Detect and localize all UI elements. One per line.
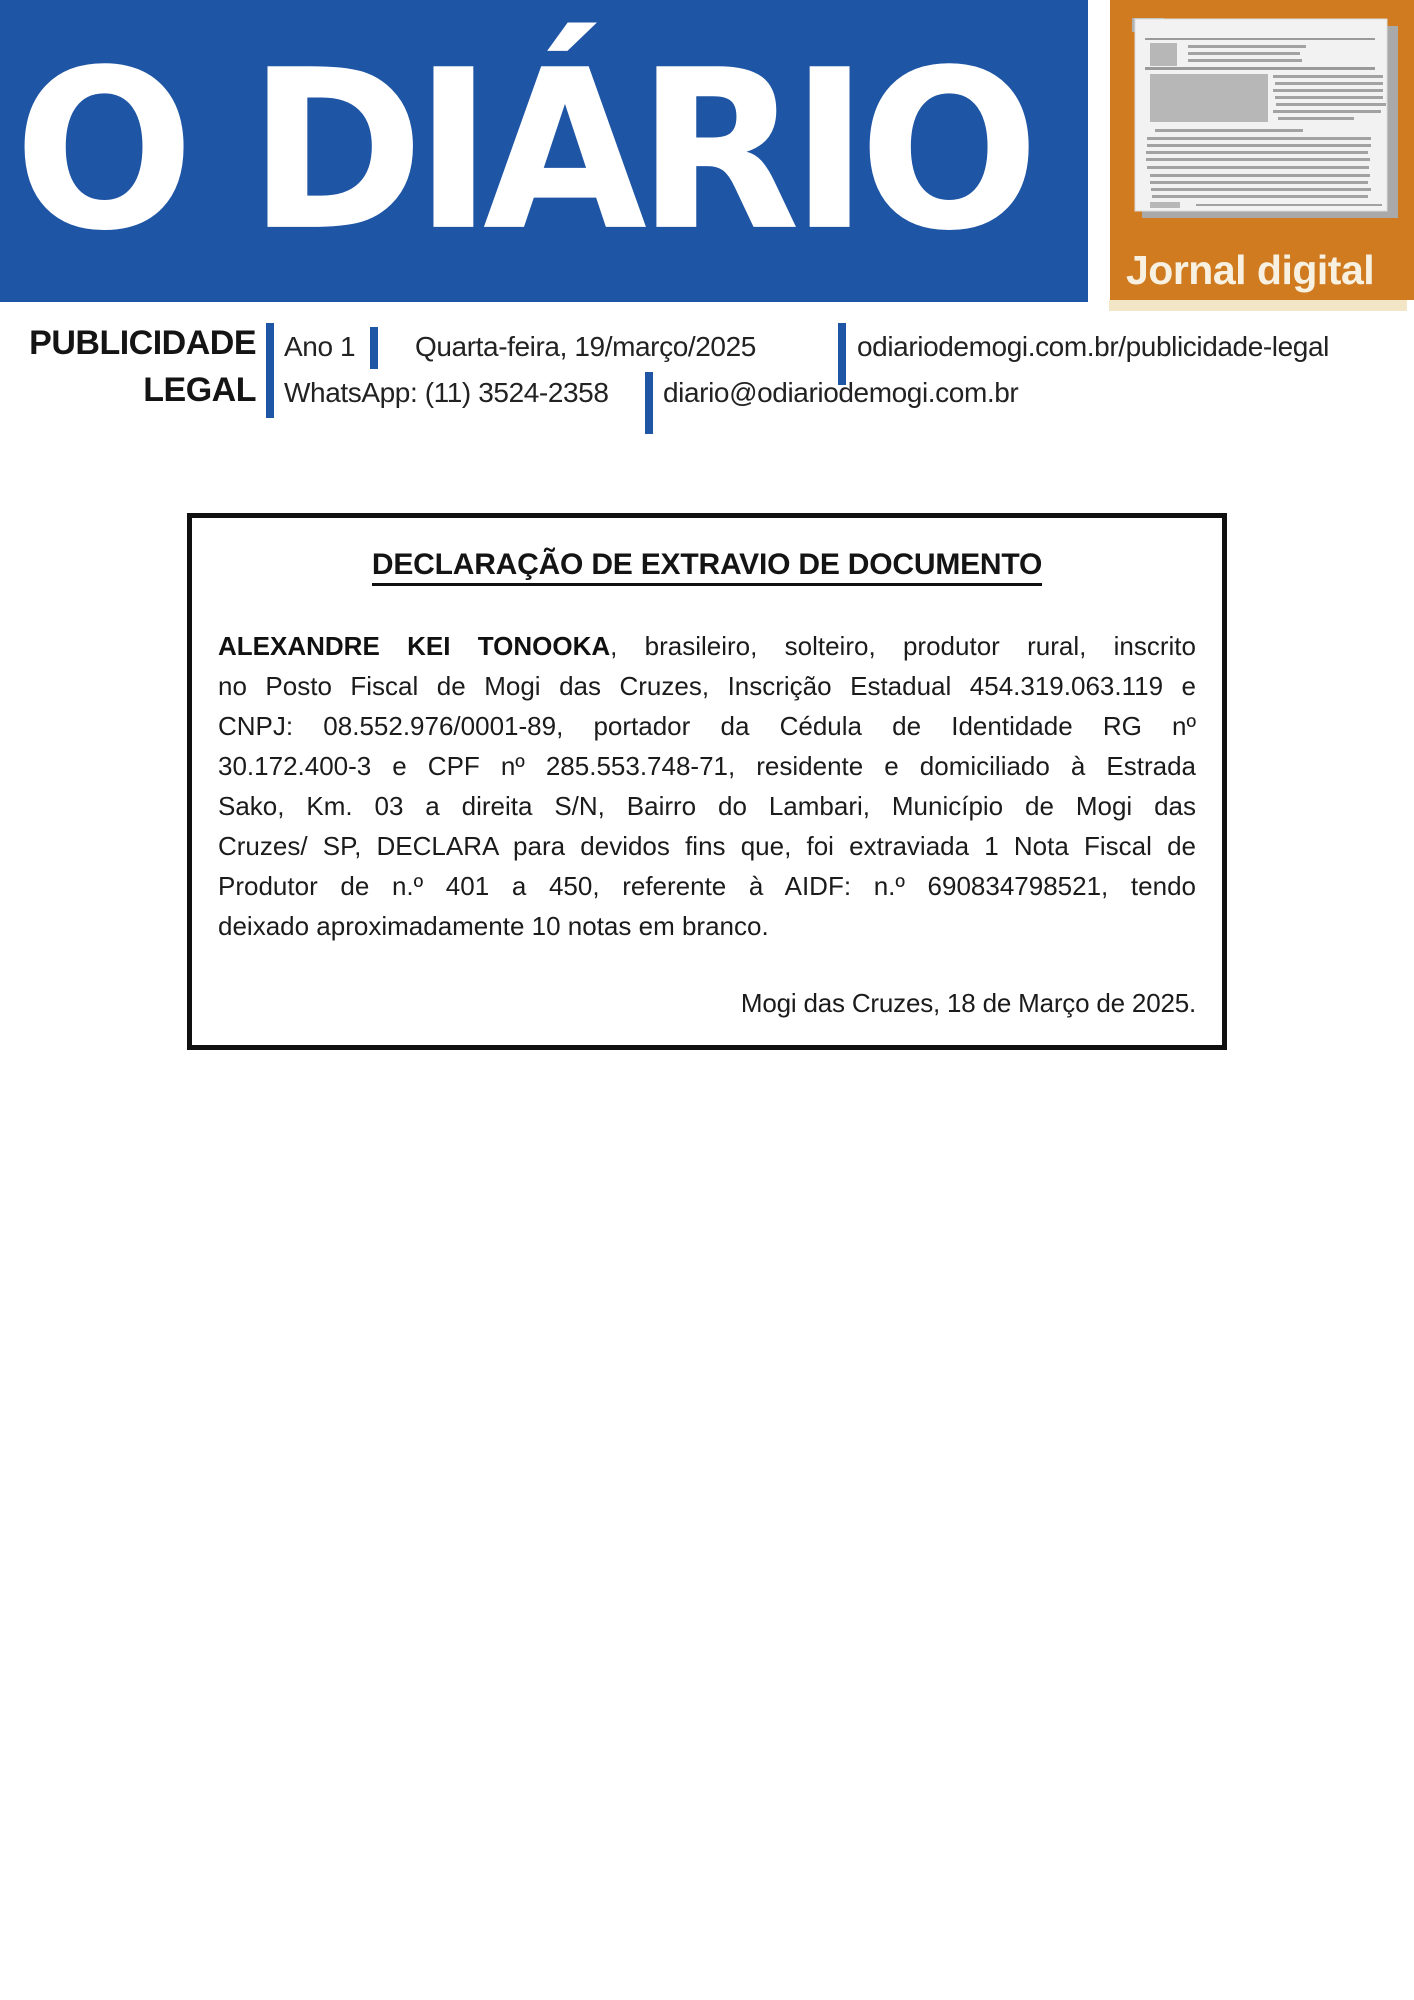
notice-title-text: DECLARAÇÃO DE EXTRAVIO DE DOCUMENTO <box>372 548 1042 586</box>
newspaper-logo: O DIÁRIO <box>14 22 1030 279</box>
edition-label: Ano 1 <box>284 331 356 362</box>
divider-bar <box>838 323 846 385</box>
notice-paragraph-line: Cruzes/ SP, DECLARA para devidos fins que, foi extraviada 1 Nota Fiscal de <box>218 831 1196 861</box>
jornal-digital-label: Jornal digital <box>1126 247 1375 293</box>
newspaper-icon <box>1120 16 1402 222</box>
notice-paragraph-line: 30.172.400-3 e CPF nº 285.553.748-71, residente e domiciliado à Estrada <box>218 751 1196 781</box>
email-link[interactable]: diario@odiariodemogi.com.br <box>663 377 1019 408</box>
notice-paragraph-line: Sako, Km. 03 a direita S/N, Bairro do Lambari, Município de Mogi das <box>218 791 1196 821</box>
issue-date: Quarta-feira, 19/março/2025 <box>415 331 756 362</box>
notice-paragraph-line: ALEXANDRE KEI TONOOKA, brasileiro, solteiro, produtor rural, inscrito <box>218 631 1196 661</box>
notice-paragraph-line: no Posto Fiscal de Mogi das Cruzes, Inscrição Estadual 454.319.063.119 e <box>218 671 1196 701</box>
publicidade-legal-label <box>0 320 256 414</box>
notice-paragraph-line: Produtor de n.º 401 a 450, referente à AIDF: n.º 690834798521, tendo <box>218 871 1196 901</box>
website-link[interactable]: odiariodemogi.com.br/publicidade-legal <box>857 331 1329 362</box>
divider-bar <box>266 323 274 418</box>
notice-title <box>218 548 1196 582</box>
masthead-banner <box>0 0 1088 302</box>
legal-notice-box <box>187 513 1227 1050</box>
digital-badge <box>1110 0 1414 300</box>
notice-paragraph-line: CNPJ: 08.552.976/0001-89, portador da Cédula de Identidade RG nº <box>218 711 1196 741</box>
divider-bar <box>370 327 378 369</box>
declarant-name: ALEXANDRE KEI TONOOKA <box>218 631 611 661</box>
notice-body <box>218 626 1196 946</box>
notice-paragraph-line: deixado aproximadamente 10 notas em branco. <box>218 911 769 941</box>
notice-dateline: Mogi das Cruzes, 18 de Março de 2025. <box>740 988 1196 1018</box>
whatsapp-number: WhatsApp: (11) 3524-2358 <box>284 377 609 408</box>
divider-bar <box>645 372 653 434</box>
publicidade-label-line2: LEGAL <box>143 371 256 409</box>
publicidade-label-line1: PUBLICIDADE <box>29 324 256 362</box>
